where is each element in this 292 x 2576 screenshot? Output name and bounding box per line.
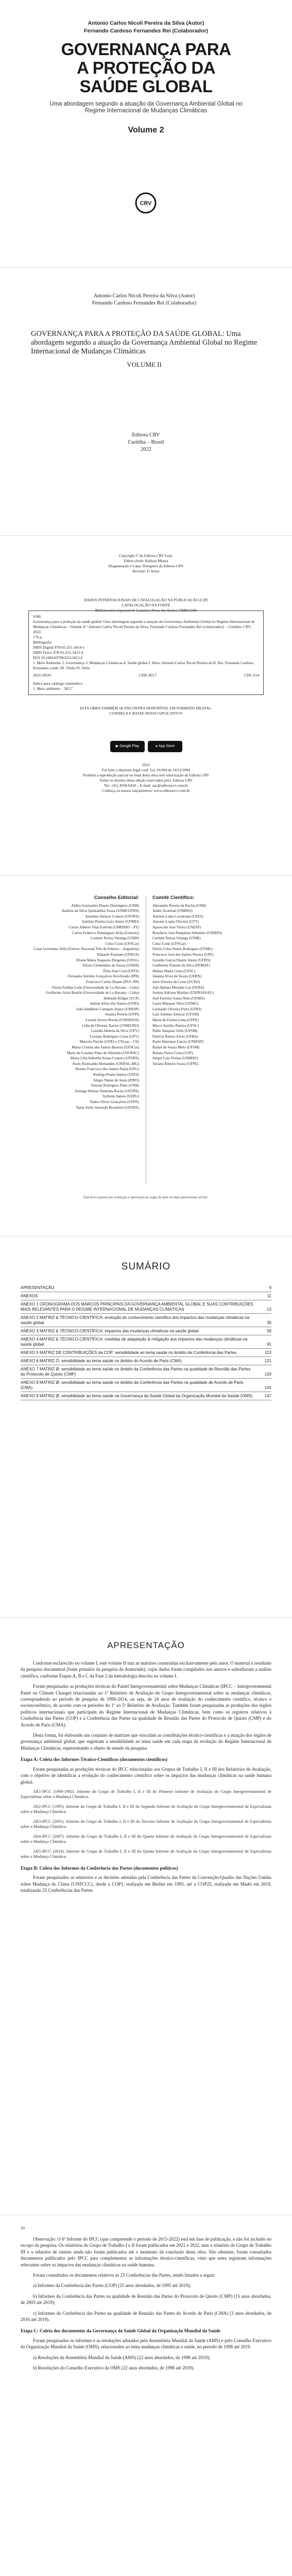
cip-heading-line: Bibliotecária responsável: Luzenira Alves dos Santos CRB9/1506 [95,608,197,613]
council-member: Jairo Silveira da Costa (UCPel) [152,979,200,984]
council-member: Paulo Romualdo Hernandes (UNIFAL-MG) [73,1061,139,1066]
publisher-name: Editora CRV [132,432,160,438]
toc-entry-label: ANEXO 7 MATRIZ Ø: sensibilidade ao tema saúde no âmbito da Conferência das Partes na qualidade de Reunião das Partes do Protocolo de Quioto (CMP) [21,1367,251,1377]
council-member: Maria de Lourdes Pinto de Almeida (UNOESC) [66,1050,139,1055]
toc-entry-label: ANEXO 4 MATRIZ & TÉCNICO-CIENTÍFICA: medidas de adaptação & mitigação aos impactos das mudanças climáticas na saúde global [21,1337,248,1347]
council-member: Jailson Alves dos Santos (UFRJ) [90,1001,139,1006]
council-member: João Batista Miranda Luz (FEBA) [152,985,204,990]
presentation-body [21,1660,271,1898]
title-page [0,268,292,536]
toc-entry-label: APRESENTAÇÃO [21,1285,55,1290]
council-member: Tadeu Oliver Gonçalves (UFPA) [90,1099,139,1104]
summary-title: SUMÁRIO [121,1261,171,1272]
legal-line: Todos os direitos desta edição reservados pela: Editora CRV [99,778,193,783]
toc-entry[interactable] [21,1300,271,1314]
list-item: c) Informes da Conferência das Partes na qualidade de Reunião das Partes do Acordo de Paris (CMA) (3 anos abordados, de 2016 até 2019). [21,2310,271,2323]
cip-heading-line: DADOS INTERNACIONAIS DE CATALOGAÇÃO NA PUBLICAÇÃO (CIP) [83,598,209,602]
list-item: b) Informes da Conferência das Partes na qualidade de Reunião das Partes do Protocolo de Quioto (CMP) (15 anos abordados, de 2005 até 2019); [21,2293,271,2306]
cover-title [31,40,261,96]
copyright-header [0,553,292,574]
legal-line: Foi feito o depósito legal conf. Lei 10.994 de 14/12/2004 [101,768,191,772]
cip-line: CDD 363.7 [139,673,157,677]
toc-entry-page: 147 [264,1394,271,1398]
play-icon: ▶ [115,744,120,748]
council-member: Sérgio Luiz Freitas (UNIRIO) [152,1056,198,1061]
cover-volume: Volume 2 [128,126,164,134]
legal-notice [0,762,292,793]
scientific-committee [152,895,271,1066]
council-member: Lourdes Helena da Silva (UFV) [91,1028,139,1033]
titlepage-collaborator: Fernando Cardoso Fernandes Rei (Colaborador) [92,300,197,306]
council-member: Josania Portela (UFPI) [105,1012,139,1017]
council-member: Geraldo Garcia Duarte Júnior (UFRN) [152,957,211,962]
council-member: Janaina Alves de Souza (UERN) [152,974,202,979]
council-member: Celso Conti (UFSCar) [105,941,139,946]
council-member: Helmuth Krüger (UCP) [104,995,139,1001]
toc-entry[interactable] [21,1292,271,1300]
council-member: Maria de Fátima Lima (UFPE) [152,1018,199,1023]
council-member: Carmen Tereza Velanga (UNIR) [152,936,201,941]
cip-line: CDU 614 [244,673,259,677]
cover-page [0,0,292,268]
cover-collaborator: Fernando Cardoso Fernandes Rei (Colaborador) [84,28,208,34]
council-member: Élsio José Corá (UFFS) [103,968,139,973]
cover-title-line: GOVERNANÇA PARA [61,40,231,59]
paragraph: Conforme esclarecido no volume I, este volume II traz as matrizes construídas exclusivamente pelo autor. O material é resultado da pesquisa documental (fonte primária da pesquisa de doutorado), cujos dados foram compilados nos anexos e subsidiaram a análise científica, conforme Etapas A, B e C da Fase 2 da metodologia descrita no volume I. [21,1660,271,1679]
toc-entry-page: 13 [267,1307,271,1312]
titlepage-title [31,330,257,369]
google-play-label: Google Play [119,744,140,748]
cip-line: 1. Meio Ambiente 2. Governança 3. Mudanças Climáticas 4. Saúde global I. Silva, Antonio Carlos Nicoli Pereira da II. Rei, Fernando Cardoso Fernandes colab. III. Título IV. Série [33,660,254,670]
toc-entry[interactable] [21,1327,271,1335]
council-member: Guillermo Arias Beatón (Universidade de La Havana – Cuba) [46,990,139,995]
copyright-line: Revisão: O Autor [132,569,160,573]
toc-entry-page: 121 [264,1359,271,1363]
table-of-contents [21,1284,271,1400]
stage-c-heading: Etapa C: Coleta dos documentos da Governança da Saúde Global da Organização Mundial da Saúde [21,2328,221,2334]
council-member: Renato Francisco dos Santos Paula (UFG) [75,1066,139,1072]
list-item: a) Resoluções da Assembleia Mundial da Saúde (AMS) (22 anos abordados, de 1998 até 2019); [33,2354,211,2360]
cip-line: Bibliografia [33,640,52,645]
council-member: Helena Maria Costa (UFSC) [152,968,196,973]
toc-entry-page: 133 [264,1372,271,1377]
cip-box [28,611,264,695]
copyright-page [0,536,292,876]
council-member: Bonifácio José Pamplona Sobrinho (UNIRIO) [152,930,222,935]
summary-page [0,1236,292,1618]
reference-item: AR4-IPCC (2007). Informe do Grupo de Trabalho I, II e III do Quarto Informe de Avaliação do Grupo Intergovernamental de Especialistas sobre a Mudança Climática. [21,1834,271,1844]
presentation-title: APRESENTAÇÃO [107,1640,185,1650]
google-play-badge[interactable] [110,741,145,752]
cip-line: 2022-28501 [33,673,52,677]
paragraph: Foram pesquisadas as produções técnicas do IPCC relacionadas aos Grupos de Trabalho I, II e III dos Relatórios de Avaliação, com o objetivo de identificar a evolução do conhecimento científico sobre os impactos das mudanças climáticas na saúde humana global. [21,1766,271,1785]
council-member: Renata Vieira Costa (USP) [152,1050,193,1055]
titlepage-authors [31,293,257,307]
council-member: Alexandre Pereira da Rocha (UNB) [152,903,207,908]
council-member: Laura Marques Silva (UFMG) [152,1001,198,1006]
titlepage-volume: VOLUME II [127,361,162,368]
council-member: Francisco Carlos Duarte (PUC-PR) [85,979,139,984]
titlepage-imprint [0,432,292,453]
council-member: Flávio Celso Nunes Rodrigues (UFMG) [152,946,213,952]
paragraph: Desta forma, foi elaborado um conjunto de matrizes que vinculam as contribuições técnico-científicas e a atuação dos órgãos de governança ambiental global, que registram a sensibilidade ao tema saúde em cada etapa da evolução do Regime Internacional de Mudanças Climáticas, representando o objeto de estudo da pesquisa. [21,1733,271,1751]
council-member: Maria Lília Imbiriba Sousa Colares (UFOPA) [70,1056,139,1061]
toc-entry-page: 91 [267,1342,271,1347]
legal-line: Conheça os nossos lançamentos: www.editoracrv.com.br [102,788,190,793]
toc-entry[interactable] [21,1379,271,1392]
cover-subtitle: Uma abordagem segundo a atuação da Governança Ambiental Global no Regime Internacional de Mudanças Climáticas [49,101,243,114]
councils-page [0,876,292,1236]
cip-heading-line: CATALOGAÇÃO NA FONTE [122,603,170,607]
toc-entry-label: ANEXO 2 MATRIZ & TÉCNICO-CIENTÍFICA: evolução do conhecimento científico dos impactos das mudanças climáticas na saúde global [21,1315,250,1325]
copyright-line: Editor-chefe: Railson Moura [124,558,168,563]
toc-entry[interactable] [21,1314,271,1327]
legal-line: Tel.: (41) 3039-6418 – E-mail: sac@editoracrv.com.br [104,783,188,788]
council-member: João Adalberto Campato Junior (UNESP) [76,1006,139,1011]
scientific-committee-title: Comitê Científico: [152,895,195,901]
editorial-council [21,895,139,1110]
page-number: 10 [21,2226,25,2230]
titlepage-author: Antonio Carlos Nicoli Pereira da Silva (Autor) [93,293,195,299]
council-member: Elizeu Clementino de Souza (UNEB) [82,963,139,968]
toc-entry-page: 113 [265,1350,271,1355]
toc-entry-page: 11 [267,1294,271,1298]
council-member: Sydione Santos (UEPG) [102,1094,139,1099]
council-member: Eduardo Pazinato (UFRGS) [97,952,139,957]
cip-code: S586 [33,614,41,619]
council-member: Paulo Henrique Garcia (UNIFAP) [152,1039,204,1044]
reference-item: AR1-IPCC (1990-1992). Informe do Grupo de Trabalho I, II e III do Primeiro Informe de Avaliação do Grupo Intergovernamental de Especialistas sobre a Mudança Climática. [21,1789,271,1800]
council-member: Simone Rodrigues Pinto (UNB) [91,1083,139,1088]
cover-title-line: SAÚDE GLOBAL [79,77,213,96]
toc-entry-label: ANEXO 6 MATRIZ Ó: sensibilidade ao tema saúde no âmbito do Acordo de Paris (CMA) [21,1359,182,1363]
council-member: Leonardo Oliveira Porto (UFRJ) [152,1006,202,1011]
digital-notice-line: CONHEÇA E BAIXE NOSSO APLICATIVO! [109,711,183,716]
toc-entry[interactable] [21,1392,271,1400]
council-member: Cesar Gerónimo Tello (Univer. Nacional Três de Febrero – Argentina) [33,946,139,952]
cip-line: DOI 10.24824/978652513413.4 [33,655,83,660]
cip-line: ISBN Digital 978-65-251-3414-1 [33,645,85,650]
stage-b-heading: Etapa B: Coleta dos Informes da Conferência das Partes (documentos políticos) [21,1865,178,1871]
digital-notice-line: ESTA OBRA TAMBÉM SE ENCONTRA DISPONÍVEL EM FORMATO DIGITAL. [79,706,213,710]
council-member: Antônio Lima Cavalcanti (UFES) [152,913,203,919]
council-member: Carmen Tereza Velanga (UNIR) [91,936,139,941]
stage-a-heading: Etapa A: Coleta dos Informes Técnico-Científicos (documentos científicos) [21,1757,168,1762]
titlepage-title-text: GOVERNANÇA PARA A PROTEÇÃO DA SAÚDE GLOBAL: Uma abordagem segundo a atuação da Governança Ambiental Global no Regime Internacional de Mudanças Climáticas [31,330,257,355]
council-member: Antônio Pereira Gaio Júnior (UFRRJ) [81,919,139,924]
cip-line: 176 p. [33,635,43,639]
paragraph: Foram consultados os documentos relativos às 25 Conferências das Partes, sendo listados a seguir: [33,2273,216,2278]
list-item: a) Informes da Conferência das Partes (COP) (25 anos abordados, de 1995 até 2019); [33,2283,191,2289]
crv-logo-text: CRV [140,200,152,207]
cip-line: Governança para a proteção da saúde global: Uma abordagem segundo a atuação da Governança Ambiental Global no Regime Internacional de Mudanças Climáticas – Volume II / Antonio Carlos Nicoli Pereira da Silva, Fernando Cardoso Fernandes Rei (colaborador). – Curitiba: CRV, 2022. [33,619,255,634]
toc-entry[interactable] [21,1284,271,1292]
crv-logo-icon [134,192,157,214]
publication-year: 2022 [141,447,151,452]
cip-classification-row [33,673,259,678]
council-member: Carlos Alberto Vilar Estêvão (UMINHO – PT) [68,924,139,929]
digital-edition-notice [0,706,292,716]
council-member: Solange Helena Ximenes-Rocha (UFOPA) [75,1088,139,1093]
toc-entry-label: ANEXO 1 CRONOGRAMA DOS MARCOS PRINCIPAIS DA GOVERNANÇA AMBIENTAL GLOBAL E SUAS CONTRIBUIÇÕES MAIS RELEVANTES PARA O REGIME INTERNACIONAL DE MUDANÇAS CLIMÁTICAS [21,1302,253,1312]
council-member: Rafael de Souza Melo (UFSM) [152,1045,200,1050]
continuation-page [0,2215,292,2576]
council-member: Luiz Antônio Alencar (UFAM) [152,1012,199,1017]
presentation-page [0,1618,292,2215]
toc-entry-page: 35 [267,1320,271,1325]
council-member: Celso Conti (UFSCar) [152,941,186,946]
council-member: Pablo Sampaio Ortiz (UFSM) [152,1028,198,1033]
list-item: b) Resoluções do Conselho Executivo da OMS (22 anos abordados, de 1998 até 2019). [33,2365,195,2371]
council-member: Anselmo Alencar Colares (UFOPA) [85,913,139,919]
council-member: Aparecido José Vieira (UNESP) [152,924,201,929]
council-member: José Ferreira Souza Neto (UEMA) [152,995,205,1001]
legal-line: 2022 [142,762,150,767]
council-member: Joelma Adriana Martins (UNINASSAU) [152,990,214,995]
paragraph: Observação: O 6º Informe do IPCC (que compreende o período de 2015-2022) está em fase de publicação, e não foi incluído no escopo da pesquisa. Os relatórios do Grupo de Trabalho I e II foram publicados em 2021 e 2022, mas o relatório do Grupo de Trabalho III e o relatório de síntese ainda não foram publicados até o momento da conclusão desta obra. Não obstante, foram consultados documentos publicados pelo IPCC para complementar as informações técnico-científicas, visto que estes registram informações relevantes sobre os impactos das mudanças climáticas na saúde humana. [21,2236,271,2267]
council-member: Patrícia Ramos Alves (UFBA) [152,1033,198,1039]
council-member: Leonel Severo Rocha (UNISINOS) [85,1018,139,1023]
reference-item: AR3-IPCC (2001). Informe do Grupo de Trabalho I, II e III do Terceiro Informe de Avaliação do Grupo Intergovernamental de Especialistas sobre a Mudança Climática. [21,1819,271,1829]
toc-entry[interactable] [21,1335,271,1349]
council-member: Sérgio Nunes de Jesus (IFRO) [93,1077,139,1082]
council-member: Aldira Guimarães Duarte Domínguez (UNB) [71,903,139,908]
editorial-council-title: Conselho Editorial: [94,895,139,901]
council-member: Marcelo Paixão (UFRJ e UTexas – US) [79,1039,139,1044]
copyright-line: Diagramação e Capa: Designers da Editora CRV [108,564,184,568]
app-store-badge[interactable] [148,741,182,752]
continuation-body [21,2236,271,2376]
council-member: Andre Acselrad (UNIRIO) [152,908,193,913]
council-member: Maria Cristina dos Santos Bezerra (UFSCar) [72,1045,139,1050]
toc-entry-label: ANEXO 8 MATRIZ Ø: sensibilidade ao tema saúde no âmbito da Conferência das Partes na qualidade de Acordo de Paris (CMA) [21,1380,244,1390]
council-member: Elione Maria Nogueira Diogenes (UFAL) [76,957,139,962]
reference-item: AR5-IPCC (2014). Informe do Grupo de Trabalho I, II e III do Quinto Informe de Avaliação do Grupo Intergovernamental de Especialistas sobre a Mudança Climática. [21,1849,271,1859]
council-member: Tatiana Ribeiro Souza (UFPE) [152,1061,199,1066]
council-member: Luciano Rodrigues Costa (UFV) [90,1033,139,1039]
toc-entry-label: ANEXO 5 MATRIZ DE CONTRIBUIÇÕES da COP: sensibilidade ao tema saúde no âmbito da Conferência das Partes [21,1350,237,1355]
council-member: Marco Aurélio Pereira (UFSC) [152,1023,199,1028]
council-member: Rodrigo Pratte-Santos (UFES) [93,1072,139,1077]
toc-entry-page: 59 [267,1329,271,1333]
cip-line: ISBN Físico 978-65-251-3413-4 [33,650,83,655]
council-member: Gloria Fariñas León (Universidade de La Havana – Cuba) [51,985,139,990]
council-member: Carlos Federico Dominguez Avila (Unieuro) [72,930,139,935]
copyright-line: Copyright © da Editora CRV Ltda. [119,553,173,558]
apple-icon: ● [155,744,159,748]
council-member: Fernando Antônio Gonçalves Alcoforado (IPB) [67,974,139,979]
toc-entry[interactable] [21,1357,271,1365]
cip-index-entry: 1. Meio ambiente – 363.7 [33,686,73,691]
cover-authors [0,20,292,35]
app-store-label: App Store [159,744,175,748]
reference-item: AR2-IPCC (1995). Informe do Grupo de Trabalho I, II e III do Segundo Informe de Avaliação do Grupo Intergovernamental de Especialistas sobre a Mudança Climática. [21,1804,271,1815]
cip-index-title: Índice para catálogo sistemático [33,681,83,686]
council-member: Andréia da Silva Quintanilha Sousa (UNIR/UFRN) [61,908,139,913]
toc-entry-page: 9 [269,1285,271,1290]
paragraph: Foram pesquisados os informes e as resoluções adotados pela Assembleia Mundial da Saúde (AMS) e pelo Conselho Executivo da Organização Mundial da Saúde (OMS), relacionados ao tema mudanças climáticas e saúde, no período de 1998 até 2019. [21,2337,271,2350]
peer-review-note: Este livro passou por avaliação e aprovação às cegas de dois ou mais pareceristas ad hoc. [83,1196,209,1199]
council-member: Tania Suely Azevedo Brasileiro (UFOPA) [76,1105,139,1110]
toc-entry-label: ANEXO 3 MATRIZ & TÉCNICO-CIENTÍFICA: impactos das mudanças climáticas na saúde global [21,1329,199,1333]
toc-entry-label: ANEXOS [21,1294,38,1298]
cover-author: Antonio Carlos Nicoli Pereira da Silva (Autor) [88,20,204,26]
council-member: Lídia de Oliveira Xavier (UNIEURO) [81,1023,139,1028]
toc-entry-page: 141 [264,1385,271,1390]
publisher-city: Curitiba – Brasil [128,439,164,445]
toc-entry-label: ANEXO 9 MATRIZ Ø: sensibilidade ao tema saúde na Governança da Saúde Global da Organização Mundial da Saúde (OMS) [21,1394,253,1398]
council-member: Francisco José dos Santos Pereira (UPF) [152,952,214,957]
cover-title-line: A PROTEÇÃO DA [76,58,216,77]
toc-entry[interactable] [21,1349,271,1357]
app-store-badges [110,741,182,752]
council-member: Guilherme Parente da Silva (FEMAF) [152,963,210,968]
paragraph: Foram pesquisadas as produções técnicas do Painel Intergovernamental sobre Mudanças Climáticas (IPCC – Intergovernmental Panel on Climate Change) relacionadas ao 1º Relatório de Avaliação do Grupo Intergovernamental sobre as mudanças climáticas, correspondendo ao período de pesquisa de 1990-2014, ou seja, de 24 anos de avaliação do conhecimento científico, técnico e socioeconômico, de acordo com os períodos do 1º ao 5º Relatório de Avaliação. Também foram pesquisadas as produções dos órgãos políticos internacionais que participam do Regime Internacional de Mudanças Climáticas, bem como os registros relativos à Conferência das Partes (COP) e à Conferência das Partes na qualidade de Reunião das Partes do Protocolo de Quioto (CMP) e do Acordo de Paris (CMA). [21,1684,271,1727]
paragraph: Foram pesquisados os relatórios e as decisões adotadas pela Conferência das Partes da Convenção-Quadro das Nações Unidas sobre Mudança do Clima (UNFCCC), desde a COP1, realizada em Berlim em 1995, até a COP25, realizada em Madri em 2019, totalizando 25 Conferências das Partes. [21,1875,271,1893]
legal-line: Proibida a reprodução parcial ou total desta obra sem autorização da Editora CRV [82,773,210,777]
toc-entry[interactable] [21,1365,271,1379]
council-member: Antonio Lopes Oliveira (UFT) [152,919,199,924]
